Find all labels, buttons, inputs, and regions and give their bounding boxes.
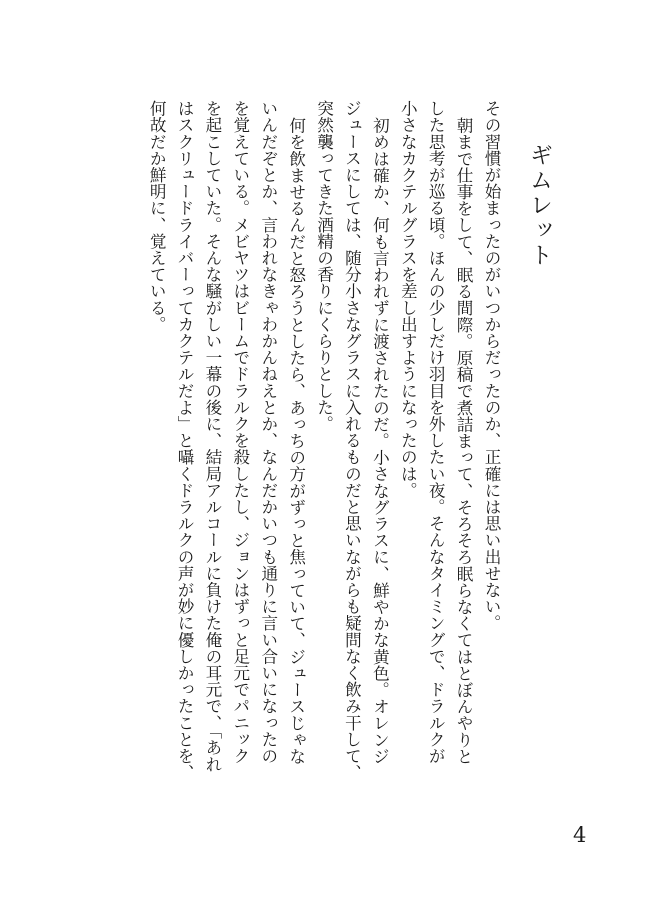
text-line: を起こしていた。そんな騒がしい一幕の後に、結局アルコールに負けた俺の耳元で、「あれ: [202, 100, 222, 773]
body-text: [142, 100, 505, 820]
text-line: 朝まで仕事をして、眠る間際。原稿で煮詰まって、そろそろ眠らなくてはとぼんやりと: [454, 116, 474, 764]
text-line: 突然襲ってきた酒精の香りにくらりとした。: [314, 100, 334, 432]
text-line: 何故だか鮮明に、覚えている。: [147, 100, 167, 333]
text-line: を覚えている。メビヤツはビームでドラルクを殺したし、ジョンはずっと足元でパニック: [230, 100, 250, 764]
text-line: 初めは確か、何も言われずに渡されたのだ。小さなグラスに、鮮やかな黄色。オレンジ: [370, 116, 390, 764]
text-line: その習慣が始まったのがいつからだったのか、正確には思い出せない。: [482, 100, 501, 632]
text-line: ジュースにしては、随分小さなグラスに入れるものだと思いながらも疑問なく飲み干して、: [342, 100, 362, 781]
text-line: 小さなカクテルグラスを差し出すようになったのは。: [398, 100, 418, 499]
text-line: した思考が巡る頃。ほんの少しだけ羽目を外したい夜。そんなタイミングで、ドラルクが: [426, 100, 446, 764]
page-number: 4: [573, 823, 587, 847]
chapter-title: ギムレット: [526, 143, 552, 268]
text-line: はスクリュードライバーってカクテルだよ」と囁くドラルクの声が妙に優しかったことを、: [175, 100, 195, 781]
text-line: 何を飲ませるんだと怒ろうとしたら、あっちの方がずっと焦っていて、ジュースじゃな: [286, 116, 306, 764]
text-line: いんだぞとか、言われなきゃわかんねえとか、なんだかいつも通りに言い合いになったの: [258, 100, 278, 764]
